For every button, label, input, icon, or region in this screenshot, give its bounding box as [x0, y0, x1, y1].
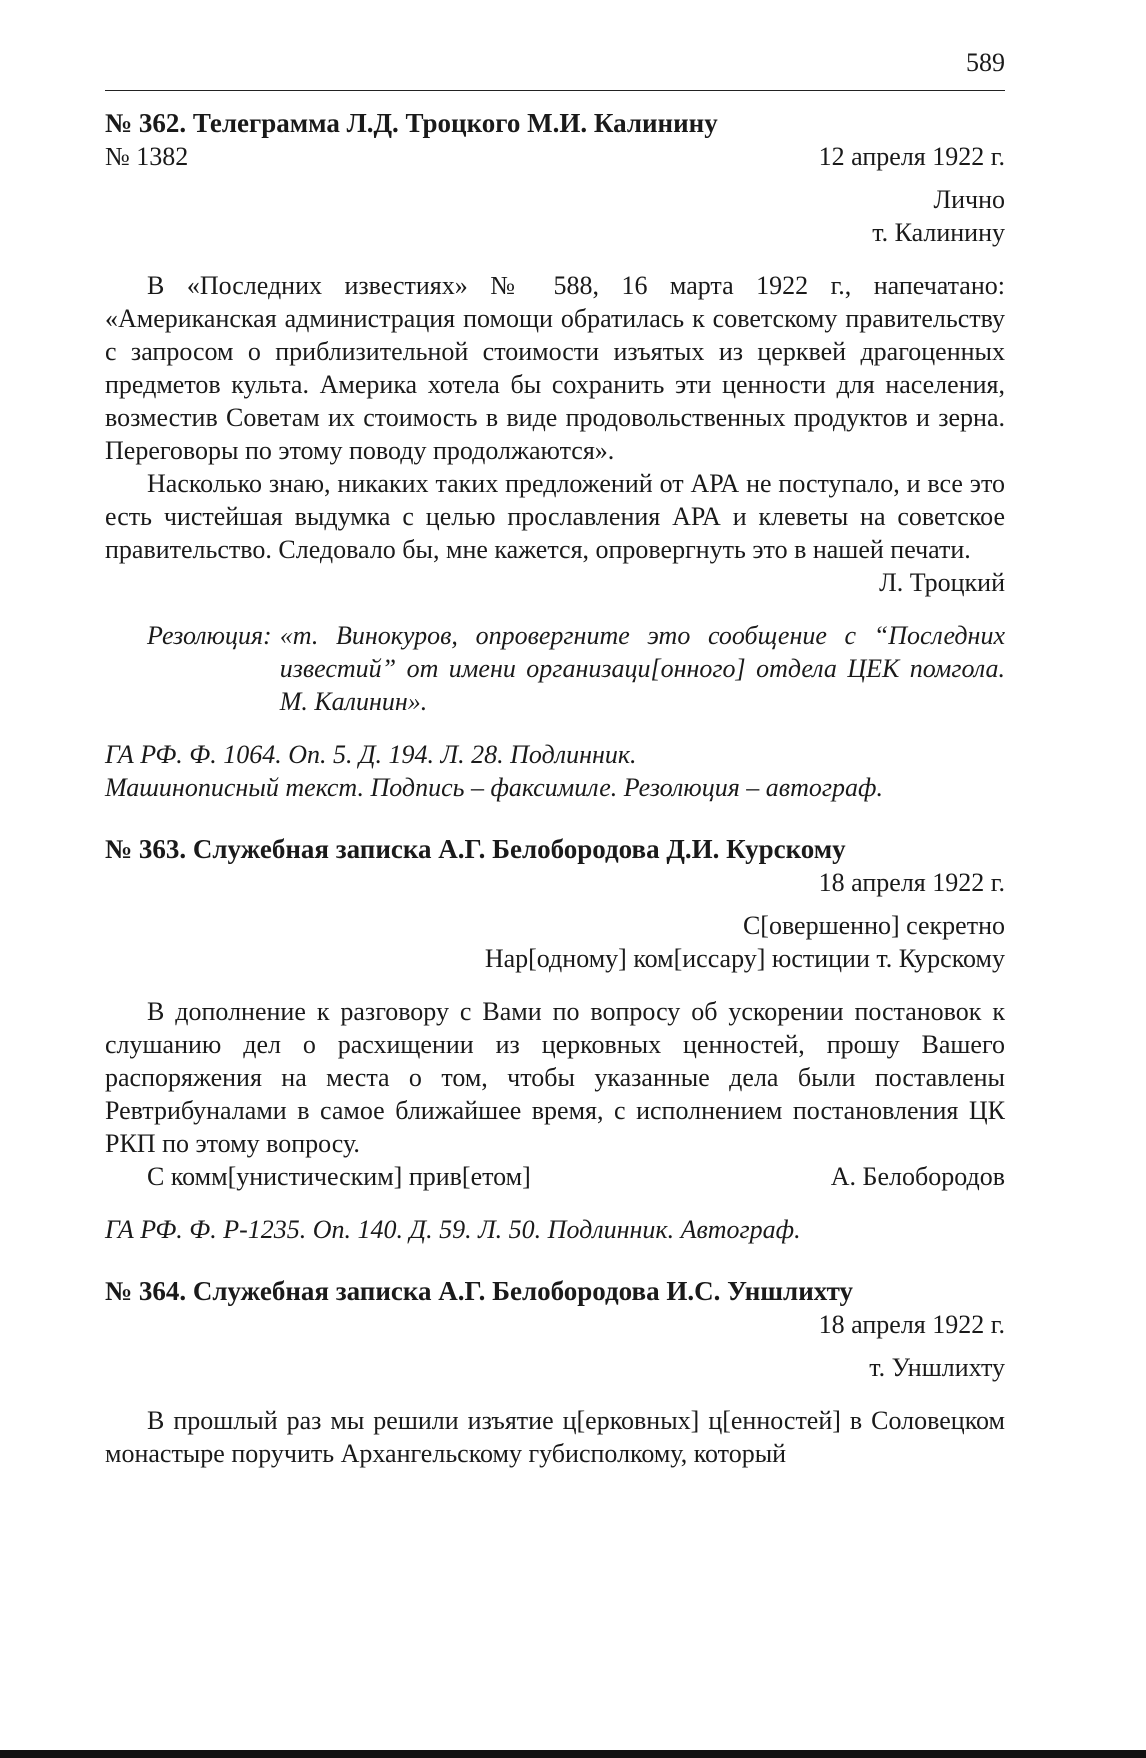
- document-364: [105, 1274, 1005, 1470]
- doc362-paragraph-1: В «Последних известиях» № 588, 16 марта 1922 г., напечатано: «Американская администрация помощи обратилась к советскому правительству с запросом о приблизительной стоимости изъятых из церквей драгоценных предметов культа. Америка хотела бы сохранить эти ценности для населения, возместив Советам их стоимость в виде продовольственных продуктов и зерна. Переговоры по этому поводу продолжаются».: [105, 271, 1005, 465]
- doc364-addressee: т. Уншлихту: [869, 1353, 1005, 1382]
- scan-bottom-edge: [0, 1750, 1146, 1758]
- doc363-paragraph-1: В дополнение к разговору с Вами по вопросу об ускорении постановок к слушанию дел о расхищении из церковных ценностей, прошу Вашего распоряжения на места о том, чтобы указанные дела были поставлены Ревтрибуналами в самое ближайшее время, с исполнением постановления ЦК РКП по этому вопросу.: [105, 997, 1005, 1158]
- doc363-closing: С комм[унистическим] прив[етом]: [147, 1162, 531, 1191]
- doc363-date: 18 апреля 1922 г.: [818, 868, 1005, 897]
- doc363-addressee: Нар[одному] ком[иссару] юстиции т. Курскому: [484, 944, 1005, 973]
- doc362-resolution-text: «т. Винокуров, опровергните это сообщение с “Последних известий” от имени организаци[онного] отдела ЦЕК помгола. М. Калинин».: [279, 621, 1005, 716]
- doc362-number-date-row: [105, 140, 1005, 173]
- doc363-closing-row: [105, 1160, 1005, 1193]
- doc362-title: № 362. Телеграмма Л.Д. Троцкого М.И. Калинину: [105, 108, 718, 138]
- doc362-signature: Л. Троцкий: [879, 568, 1005, 597]
- doc362-paragraph-2: Насколько знаю, никаких таких предложений от АРА не поступало, и все это есть чистейшая выдумка с целью прославления АРА и клеветы на советское правительство. Следовало бы, мне кажется, опровергнуть это в нашей печати.: [105, 469, 1005, 564]
- doc363-signature: А. Белобородов: [830, 1162, 1005, 1191]
- page-number: 589: [966, 48, 1005, 77]
- document-363: [105, 832, 1005, 1246]
- doc362-resolution-label: Резолюция:: [147, 621, 272, 650]
- page-content: [105, 106, 1005, 1470]
- doc362-addressee-2: т. Калинину: [872, 218, 1005, 247]
- doc362-source-1: ГА РФ. Ф. 1064. Оп. 5. Д. 194. Л. 28. Подлинник.: [105, 740, 637, 769]
- doc362-date: 12 апреля 1922 г.: [818, 142, 1005, 171]
- document-362: [105, 106, 1005, 804]
- doc364-date: 18 апреля 1922 г.: [818, 1310, 1005, 1339]
- doc362-source-2: Машинописный текст. Подпись – факсимиле. Резолюция – автограф.: [105, 773, 883, 802]
- doc363-classification: С[овершенно] секретно: [742, 911, 1005, 940]
- doc362-number: № 1382: [105, 142, 189, 171]
- doc362-addressee-1: Лично: [933, 185, 1005, 214]
- doc362-resolution: [105, 619, 1005, 718]
- doc363-title: № 363. Служебная записка А.Г. Белобородова Д.И. Курскому: [105, 834, 846, 864]
- doc364-title: № 364. Служебная записка А.Г. Белобородова И.С. Уншлихту: [105, 1276, 853, 1306]
- header-rule: [105, 90, 1005, 91]
- doc364-paragraph-1: В прошлый раз мы решили изъятие ц[ерковных] ц[енностей] в Соловецком монастыре поручить Архангельскому губисполкому, который: [105, 1406, 1005, 1468]
- doc363-source: ГА РФ. Ф. Р-1235. Оп. 140. Д. 59. Л. 50. Подлинник. Автограф.: [105, 1215, 801, 1244]
